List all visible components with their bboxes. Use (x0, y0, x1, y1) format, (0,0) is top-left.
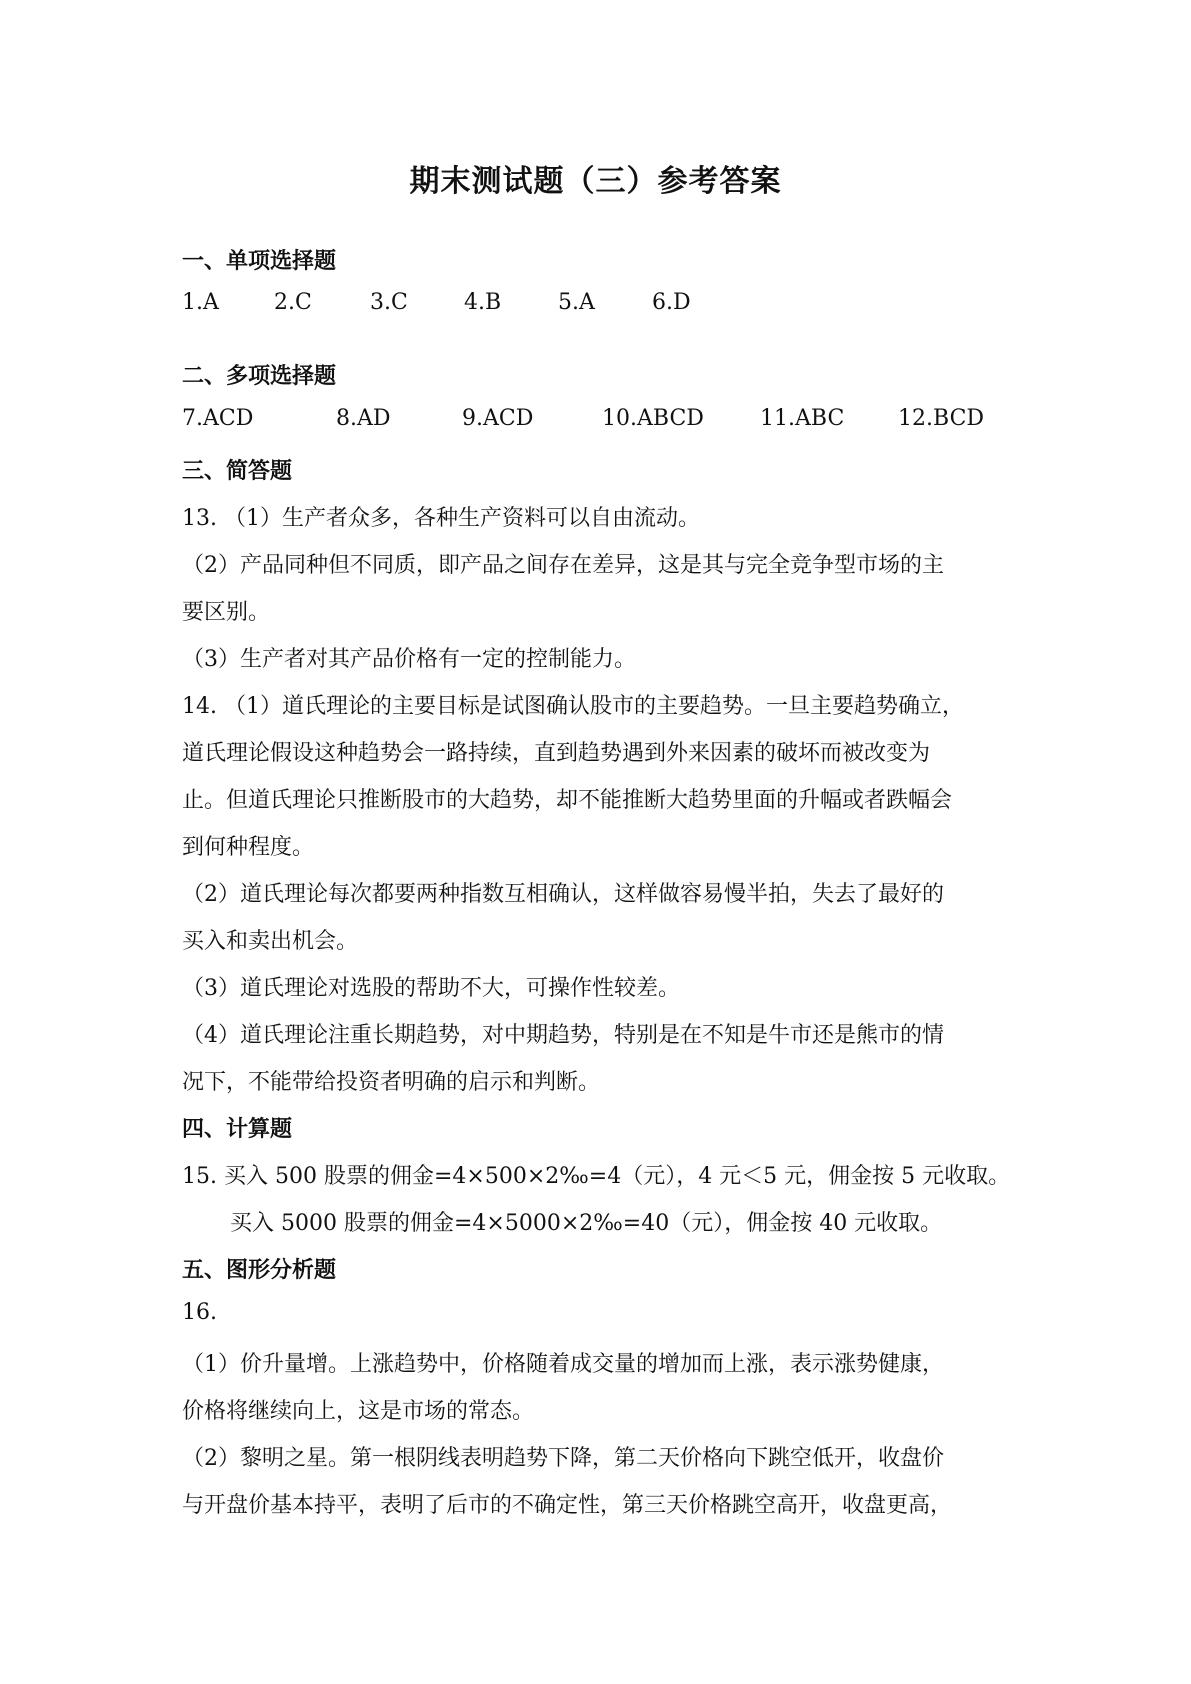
q13-line: （3）生产者对其产品价格有一定的控制能力。 (182, 647, 636, 672)
q16-line: （2）黎明之星。第一根阴线表明趋势下降，第二天价格向下跳空低开，收盘价 (182, 1446, 944, 1471)
page-title: 期末测试题（三）参考答案 (409, 164, 782, 199)
answer-item: 1.A (182, 290, 219, 315)
q14-line: 道氏理论假设这种趋势会一路持续，直到趋势遇到外来因素的破坏而被改变为 (182, 741, 931, 766)
answer-item: 10.ABCD (602, 406, 704, 431)
answer-item: 7.ACD (182, 406, 254, 431)
q14-line: 况下，不能带给投资者明确的启示和判断。 (182, 1070, 601, 1095)
single-choice-answers (182, 290, 1042, 320)
section-heading-multiple-choice: 二、多项选择题 (182, 363, 337, 389)
answer-item: 5.A (558, 290, 595, 315)
answer-item: 2.C (274, 290, 312, 315)
q16-line: 价格将继续向上，这是市场的常态。 (182, 1399, 535, 1424)
answer-item: 8.AD (336, 406, 391, 431)
q14-line: （3）道氏理论对选股的帮助不大，可操作性较差。 (182, 976, 680, 1001)
q16-line: 16. (182, 1300, 217, 1325)
multiple-choice-answers (182, 406, 1042, 436)
q15-line: 买入 5000 股票的佣金=4×5000×2‰=40（元），佣金按 40 元收取。 (230, 1211, 943, 1236)
q15-line: 15. 买入 500 股票的佣金=4×500×2‰=4（元），4 元＜5 元，佣金按 5 元收取。 (182, 1164, 1011, 1189)
section-heading-calculation: 四、计算题 (182, 1116, 293, 1142)
q14-line: 到何种程度。 (182, 835, 315, 860)
answer-item: 4.B (464, 290, 502, 315)
q14-line: （4）道氏理论注重长期趋势，对中期趋势，特别是在不知是牛市还是熊市的情 (182, 1023, 944, 1048)
answer-item: 12.BCD (898, 406, 985, 431)
q13-line: （2）产品同种但不同质，即产品之间存在差异，这是其与完全竞争型市场的主 (182, 553, 944, 578)
q14-line: 止。但道氏理论只推断股市的大趋势，却不能推断大趋势里面的升幅或者跌幅会 (182, 788, 953, 813)
answer-item: 6.D (652, 290, 691, 315)
section-heading-short-answer: 三、简答题 (182, 458, 293, 484)
answer-item: 3.C (370, 290, 408, 315)
q13-line: 要区别。 (182, 600, 271, 625)
q14-line: 14. （1）道氏理论的主要目标是试图确认股市的主要趋势。一旦主要趋势确立， (182, 694, 964, 719)
q13-line: 13. （1）生产者众多，各种生产资料可以自由流动。 (182, 506, 700, 531)
q14-line: （2）道氏理论每次都要两种指数互相确认，这样做容易慢半拍，失去了最好的 (182, 882, 944, 907)
section-heading-chart-analysis: 五、图形分析题 (182, 1257, 337, 1283)
q16-line: （1）价升量增。上涨趋势中，价格随着成交量的增加而上涨，表示涨势健康， (182, 1352, 944, 1377)
answer-item: 9.ACD (462, 406, 534, 431)
q16-line: 与开盘价基本持平，表明了后市的不确定性，第三天价格跳空高开，收盘更高， (182, 1493, 953, 1518)
section-heading-single-choice: 一、单项选择题 (182, 248, 337, 274)
answer-item: 11.ABC (760, 406, 845, 431)
q14-line: 买入和卖出机会。 (182, 929, 359, 954)
